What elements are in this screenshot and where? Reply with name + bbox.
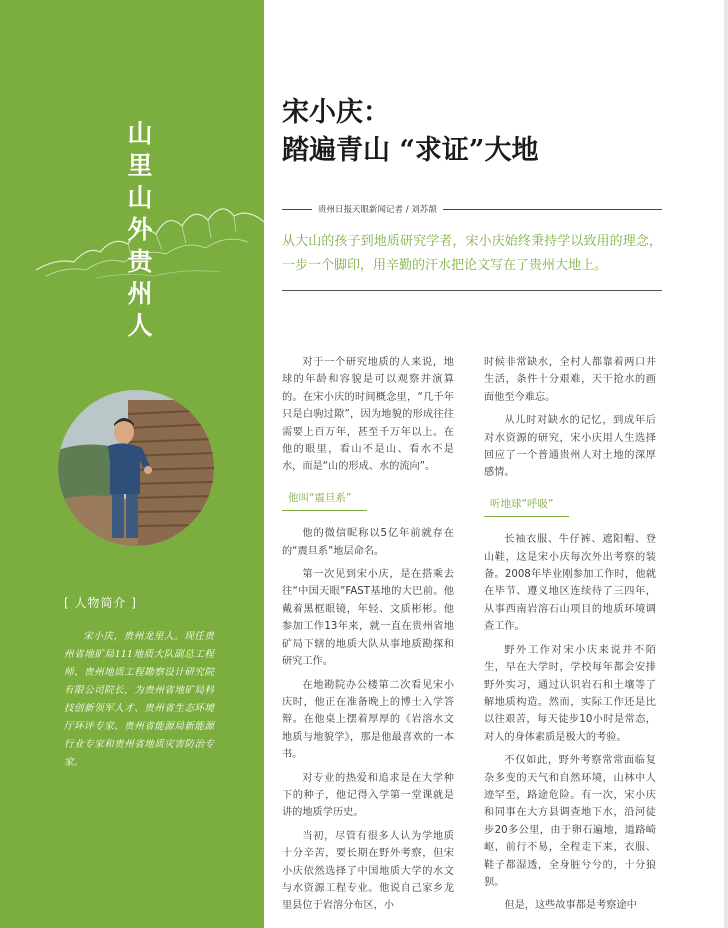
body-column-2 (484, 354, 656, 921)
byline-rule-left (282, 209, 312, 210)
article-lede: 从大山的孩子到地质研究学者，宋小庆始终秉持学以致用的理念，一步一个脚印，用辛勤的汗水把论文写在了贵州大地上。 (282, 234, 662, 273)
column-title-char: 州 (127, 279, 153, 308)
article-title-line1: 宋小庆： (282, 97, 390, 128)
column-title-char: 人 (127, 311, 153, 340)
paragraph: 从儿时对缺水的记忆，到成年后对水资源的研究，宋小庆用人生选择回应了一个普通贵州人对土地的深厚感情。 (484, 415, 656, 479)
paragraph: 但是，这些故事都是考察途中 (504, 900, 637, 912)
paragraph: 长袖衣服、牛仔裤、遮阳帽、登山鞋，这是宋小庆每次外出考察的装备。2008年毕业刚参加工作时，他就在毕节、遵义地区连续待了三四年，从事西南岩溶石山项目的地质环境调查工作。 (484, 534, 656, 633)
paragraph: 野外工作对宋小庆来说并不陌生，早在大学时，学校每年都会安排野外实习，通过认识岩石和土壤等了解地质构造。然而，实际工作还是比以往艰苦，每天徒步10小时是常态，对人的身体素质是极大的考验。 (484, 644, 656, 743)
paragraph: 他的微信昵称以5亿年前就存在的“震旦系”地层命名。 (282, 528, 454, 557)
section-subhead: 他叫“震旦系” (282, 490, 367, 511)
column-title-char: 山 (127, 119, 153, 148)
page-edge (724, 0, 728, 928)
column-title-char: 外 (127, 215, 153, 244)
article-title (282, 94, 538, 170)
portrait-photo (58, 390, 214, 546)
byline-rule-right (443, 209, 662, 210)
column-title-vertical (120, 118, 160, 342)
left-sidebar-panel (0, 0, 264, 928)
paragraph: 对于一个研究地质的人来说，地球的年龄和容貌是可以观察并演算的。在宋小庆的时间概念里，“几千年只是白驹过隙”，因为地貌的形成往往需要上百万年，甚至千万年以上。在他的眼里，看山不是山、看水不是水，而是“山的形成、水的流向”。 (282, 357, 454, 473)
column-title-char: 里 (127, 151, 153, 180)
paragraph: 在地勘院办公楼第二次看见宋小庆时，他正在准备晚上的博士入学答辩。在他桌上摆着厚厚的《岩溶水文地质与地貌学》，那是他最喜欢的一本书。 (282, 679, 454, 761)
column-title-char: 山 (127, 183, 153, 212)
bio-heading: [ 人物简介 ] (64, 596, 137, 610)
byline-row (282, 203, 662, 215)
paragraph: 当初，尽管有很多人认为学地质十分辛苦，要长期在野外考察，但宋小庆依然选择了中国地质大学的水文与水资源工程专业。他说自己家乡龙里县位于岩溶分布区，小 (282, 830, 454, 912)
bio-text: 宋小庆，贵州龙里人。现任贵州省地矿局111地质大队副总工程师、贵州地质工程勘察设计研究院有限公司院长，为贵州省地矿局科技创新领军人才、贵州省生态环境厅环评专家、贵州省能源局新能源行业专家和贵州省地质灾害防治专家。 (64, 631, 214, 768)
article-title-line2: 踏遍青山 “求证”大地 (282, 135, 539, 166)
section-subhead: 听地球“呼吸” (484, 496, 569, 517)
column-title-char: 贵 (127, 247, 153, 276)
paragraph: 对专业的热爱和追求是在大学种下的种子，他记得入学第一堂课就是讲的地质学历史。 (282, 772, 454, 819)
byline: 贵州日报天眼新闻记者 / 刘苏颉 (318, 205, 437, 215)
paragraph: 时候非常缺水，全村人都靠着两口井生活，条件十分艰难，天干抢水的画面他至今难忘。 (484, 357, 656, 403)
lede-divider (282, 290, 662, 291)
paragraph: 不仅如此，野外考察常常面临复杂多变的天气和自然环境，山林中人迹罕至，路途危险。有一次，宋小庆和同事在大方县调查地下水，沿河徒步20多公里，由于卵石遍地，道路崎岖，前行不易，全程走下来，衣服、鞋子都湿透，全身脏兮兮的，十分狼狈。 (484, 755, 656, 888)
paragraph: 第一次见到宋小庆，是在搭乘去往“中国天眼”FAST基地的大巴前。他戴着黑框眼镜，年轻、文质彬彬。他参加工作13年来，就一直在贵州省地矿局下辖的地质大队从事地质勘探和研究工作。 (282, 569, 454, 668)
body-column-1 (282, 354, 454, 921)
